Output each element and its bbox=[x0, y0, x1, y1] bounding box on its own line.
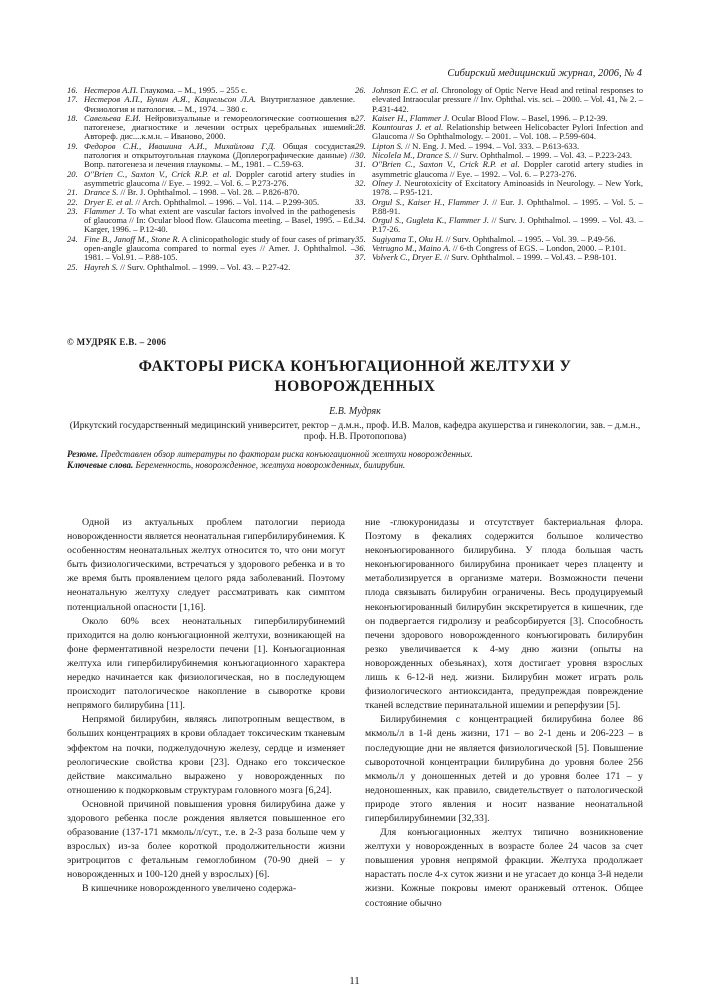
reference-text: // Surv. Ophthalmol. – 1999. – Vol. 43. – P.27-42. bbox=[118, 261, 291, 272]
body-paragraph: В кишечнике новорожденного увеличено содержа- bbox=[82, 883, 297, 895]
reference-text: Внутриглазное давление. Физиология и патология. – М., 1974. – 380 с. bbox=[84, 94, 355, 114]
reference-authors: Нестеров А.П. bbox=[84, 85, 138, 95]
page-number: 11 bbox=[349, 975, 360, 987]
reference-number: 25. bbox=[67, 261, 78, 272]
reference-item bbox=[355, 198, 643, 217]
reference-authors: Савельева Е.И. bbox=[84, 112, 141, 123]
reference-text: // Surv. Ophthalmol. – 1995. – Vol. 39. – P.49-56. bbox=[443, 233, 616, 244]
reference-item bbox=[67, 263, 355, 272]
reference-text: Doppler carotid artery studies in asymmetric glaucoma // Eye. – 1992. – Vol. 6. – P.273-276. bbox=[372, 159, 644, 179]
reference-number: 24. bbox=[67, 233, 78, 244]
reference-item bbox=[67, 95, 355, 114]
reference-item bbox=[67, 170, 355, 189]
summary-line bbox=[67, 449, 643, 460]
reference-item bbox=[67, 235, 355, 263]
reference-item bbox=[67, 114, 355, 142]
reference-number: 28. bbox=[355, 122, 366, 133]
reference-number: 20. bbox=[67, 168, 78, 179]
reference-item bbox=[355, 216, 643, 235]
reference-authors: Vetrugno M., Maino A. bbox=[372, 243, 451, 254]
reference-text: Нейровизуальные и гемореологические соотношения в патогенезе, диагностике и лечении острых церебральных ишемий: Автореф. дис....к.м.н. – Иваново, 2000. bbox=[84, 112, 355, 142]
reference-text: A clinicopathologic study of four cases of primary open-angle glaucoma compared to normal eyes // Amer. J. Ophthalmol. – 1981. – Vol.91. – P.88-105. bbox=[84, 233, 355, 263]
reference-text: Общая сосудистая патология и открытоугольная глаукома (Доплерографические данные) // Вопр. патогенеза и лечения глаукомы. – М., 1981. – С.59-63. bbox=[84, 140, 355, 170]
reference-number: 35. bbox=[355, 233, 366, 244]
reference-text: // Surv. Ophthalmol. – 1999. – Vol. 43. – P.223-243. bbox=[451, 150, 633, 161]
reference-number: 26. bbox=[355, 85, 366, 95]
reference-number: 32. bbox=[355, 177, 366, 188]
copyright-line: © МУДРЯК Е.В. – 2006 bbox=[67, 337, 167, 347]
journal-header: Сибирский медицинский журнал, 2006, № 4 bbox=[447, 68, 642, 79]
reference-authors: O"Brien C., Saxton V., Crick R.P. et al. bbox=[372, 159, 520, 170]
body-paragraph: Одной из актуальных проблем патологии периода новорожденности является неонатальная гипербилирубинемия. К особенностям неонатальных желтух относится то, что они могут быть физиологическими, встречаться у здорового ребенка и в то же время быть проявлением целого ряда заболеваний. Поэтому неонатальную желтуху следует рассматривать как симптом потенциальной опасности [1,16]. bbox=[67, 517, 345, 613]
reference-number: 30. bbox=[355, 150, 366, 161]
reference-item bbox=[355, 160, 643, 179]
reference-number: 21. bbox=[67, 187, 78, 198]
keywords-line bbox=[67, 460, 643, 471]
reference-item bbox=[355, 86, 643, 114]
reference-authors: Olney J. bbox=[372, 177, 402, 188]
summary-text: Представлен обзор литературы по факторам риска конъюгационной желтухи новорожденных. bbox=[98, 449, 473, 459]
reference-list-left bbox=[67, 86, 355, 272]
reference-authors: Lipton S. bbox=[372, 140, 404, 151]
article-title: ФАКТОРЫ РИСКА КОНЪЮГАЦИОННОЙ ЖЕЛТУХИ У НОВОРОЖДЕННЫХ bbox=[138, 358, 572, 395]
reference-authors: Нестеров А.П., Бунин А.Я., Кацнельсон Л.А. bbox=[84, 94, 257, 105]
reference-text: // Arch. Ophthalmol. – 1996. – Vol. 114. – P.299-305. bbox=[133, 196, 320, 207]
reference-authors: Orgul S., Kaiser H., Flammer J. bbox=[372, 196, 489, 207]
reference-authors: Федоров С.Н., Ивашина А.И., Михайлова Г.Д. bbox=[84, 140, 276, 151]
body-paragraph: Для конъюгационных желтух типично возникновение желтухи у новорожденных в возрасте более 24 часов за счет повышения уровня непрямой фракции. Желтуха продолжает нарастать после 4-х суток жизни и не угасает до конца 3-й недели жизни. Кожные покровы имеют оранжевый оттенок. Общее состояние обычно bbox=[365, 827, 643, 909]
reference-number: 19. bbox=[67, 140, 78, 151]
reference-authors: Hayreh S. bbox=[84, 261, 119, 272]
reference-item bbox=[355, 253, 643, 262]
reference-text: Doppler carotid artery studies in asymmetric glaucoma // Eye. – 1992. – Vol. 6. – P.273-276. bbox=[84, 168, 356, 188]
reference-item bbox=[355, 179, 643, 198]
reference-authors: Sugiyama T., Oku H. bbox=[372, 233, 444, 244]
reference-number: 34. bbox=[355, 215, 366, 226]
reference-number: 33. bbox=[355, 196, 366, 207]
abstract-block bbox=[67, 449, 643, 471]
reference-item bbox=[355, 123, 643, 142]
body-column-right bbox=[365, 516, 643, 911]
reference-authors: O"Brien C., Saxton V., Crick R.P. et al. bbox=[84, 168, 232, 179]
body-paragraph: Около 60% всех неонатальных гипербилирубинемий приходится на долю конъюгационной желтухи, возникающей на фоне ферментативной незрелости печени [1]. Конъюгационная желтуха или гипербилирубинемия конъюгационного характера нередко начинается как физиологическая, но в последующем происходит патологическое накопление в сыворотке крови непрямого билирубина [11]. bbox=[67, 615, 345, 712]
reference-number: 22. bbox=[67, 196, 78, 207]
reference-text: Глаукома. – М., 1995. – 255 с. bbox=[137, 85, 248, 95]
reference-authors: Orgul S., Gugleta K., Flammer J. bbox=[372, 215, 489, 226]
reference-text: To what extent are vascular factors involved in the pathogenesis of glaucoma // In: Ocular blood flow. Glaucoma meeting. – Basel, 1995. – Ed. Karger, 1996. – P.12-40. bbox=[84, 205, 355, 235]
reference-text: // Surv. J. Ophthalmol. – 1999. – Vol. 43. – P.17-26. bbox=[372, 215, 643, 235]
body-paragraph: Билирубинемия с концентрацией билирубина более 86 мкмоль/л в 1-й день жизни, 171 – во 2-1 день и 206-223 – в последующие дни не является физиологической [5]. Повышение сывороточной концентрации билирубина до уровня более 256 мкмоль/л у доношенных детей и до уровня более 171 – у недоношенных, как правило, свидетельствует о патологической природе этого явления и носит название неонатальной гипербилирубинемии [32,33]. bbox=[365, 714, 643, 824]
body-paragraph: ние -глюкуронидазы и отсутствует бактериальная флора. Поэтому в фекалиях содержится большое количество неконъюгированного билирубина. У плода большая часть неконъюгированного билирубина проникает через плаценту и метаболизируется в организме матери. Возможности печени плода связывать билирубин ограничены. Весь продуцируемый неконъюгированный билирубин экскретируется в кишечник, где он подвергается гидролизу и реабсорбируется [3]. Способность печени здорового новорожденного конъюгировать билирубин резко увеличивается к 4-му дню жизни (опыты на новорожденных обезьянах), хотя достигает уровня взрослых лишь к 6-12-й нед. жизни. Билирубин может играть роль физиологического антиоксиданта, предупреждая повреждение тканей вследствие перинатальной ишемии и реперфузии [5]. bbox=[365, 517, 643, 712]
reference-number: 37. bbox=[355, 252, 366, 263]
reference-text: // Br. J. Ophthalmol. – 1998. – Vol. 28. – P.826-870. bbox=[118, 187, 300, 198]
body-paragraph: Основной причиной повышения уровня билирубина даже у здорового ребенка после рождения является повышенное его образование (137-171 мкмоль/л/сут., т.е. в 2-3 раза больше чем у взрослых) из-за более короткой продолжительности жизни эритроцитов с фетальным гемоглобином (70-90 дней – у новорожденных и 100-120 дней у взрослых) [6]. bbox=[67, 798, 345, 881]
reference-text: Neurotoxicity of Excitatory Aminoasids in Neurology. – New York, 1978. – P.95-121. bbox=[372, 177, 643, 198]
article-author: Е.В. Мудряк bbox=[329, 406, 381, 417]
reference-authors: Flammer J. bbox=[84, 205, 125, 216]
reference-item bbox=[67, 207, 355, 235]
reference-text: // N. Eng. J. Med. – 1994. – Vol. 333. – P.613-633. bbox=[403, 140, 580, 151]
reference-number: 29. bbox=[355, 140, 366, 151]
author-affiliation: (Иркутский государственный медицинский университет, ректор – д.м.н., проф. И.В. Малов, кафедра акушерства и гинекологии, зав. – д.м.н., проф. Н.В. Протопопова) bbox=[69, 421, 641, 442]
reference-text: // Surv. Ophthalmol. – 1999. – Vol.43. – P.98-101. bbox=[442, 252, 617, 263]
reference-list-right bbox=[355, 86, 643, 263]
body-column-left bbox=[67, 516, 345, 897]
reference-text: Chronology of Optic Nerve Head and retinal responses to elevated Intraocular pressure // Inv. Ophthal. vis. sci. – 2000. – Vol. 41, № 2. – P.431-442. bbox=[372, 85, 643, 114]
reference-number: 31. bbox=[355, 159, 366, 170]
reference-authors: Johnson E.C. et al. bbox=[372, 85, 439, 95]
summary-label: Резюме. bbox=[67, 449, 99, 459]
reference-item bbox=[67, 142, 355, 170]
reference-authors: Dryer E. et al. bbox=[84, 196, 134, 207]
reference-text: Ocular Blood Flow. – Basel, 1996. – P.12-39. bbox=[449, 112, 608, 123]
reference-number: 16. bbox=[67, 85, 78, 95]
reference-authors: Fine B., Janoff M., Stone R. bbox=[84, 233, 180, 244]
reference-authors: Volverk C., Dryer E. bbox=[372, 252, 443, 263]
reference-text: // Eur. J. Ophthalmol. – 1995. – Vol. 5. – P.88-91. bbox=[372, 196, 643, 216]
reference-number: 23. bbox=[67, 205, 78, 216]
reference-authors: Kaiser H., Flammer J. bbox=[372, 112, 450, 123]
reference-authors: Drance S. bbox=[84, 187, 119, 198]
reference-number: 17. bbox=[67, 94, 78, 105]
reference-text: Relationship between Helicobacter Pylori Infection and Glaucoma // So Ophthalmology. – 2001. – Vol. 108. – P.599-604. bbox=[372, 122, 643, 142]
keywords-text: Беременность, новорожденное, желтуха новорожденных, билирубин. bbox=[133, 459, 406, 470]
reference-number: 18. bbox=[67, 112, 78, 123]
reference-text: // 6-th Congress of EGS. – London, 2000. – P.101. bbox=[450, 243, 627, 254]
keywords-label: Ключевые слова. bbox=[67, 459, 134, 470]
reference-number: 36. bbox=[355, 243, 366, 254]
reference-authors: Kountouras J. et al. bbox=[372, 122, 444, 133]
reference-authors: Nicolela M., Drance S. bbox=[372, 150, 452, 161]
body-paragraph: Непрямой билирубин, являясь липотропным веществом, в больших концентрациях в крови обладает токсическим тканевым эффектом на почки, поджелудочную железу, сердце и изменяет реологические свойства крови [23]. Однако его токсическое действие максимально выражено у новорожденных по отношению к подкорковым структурам головного мозга [6,24]. bbox=[67, 714, 345, 796]
reference-number: 27. bbox=[355, 112, 366, 123]
